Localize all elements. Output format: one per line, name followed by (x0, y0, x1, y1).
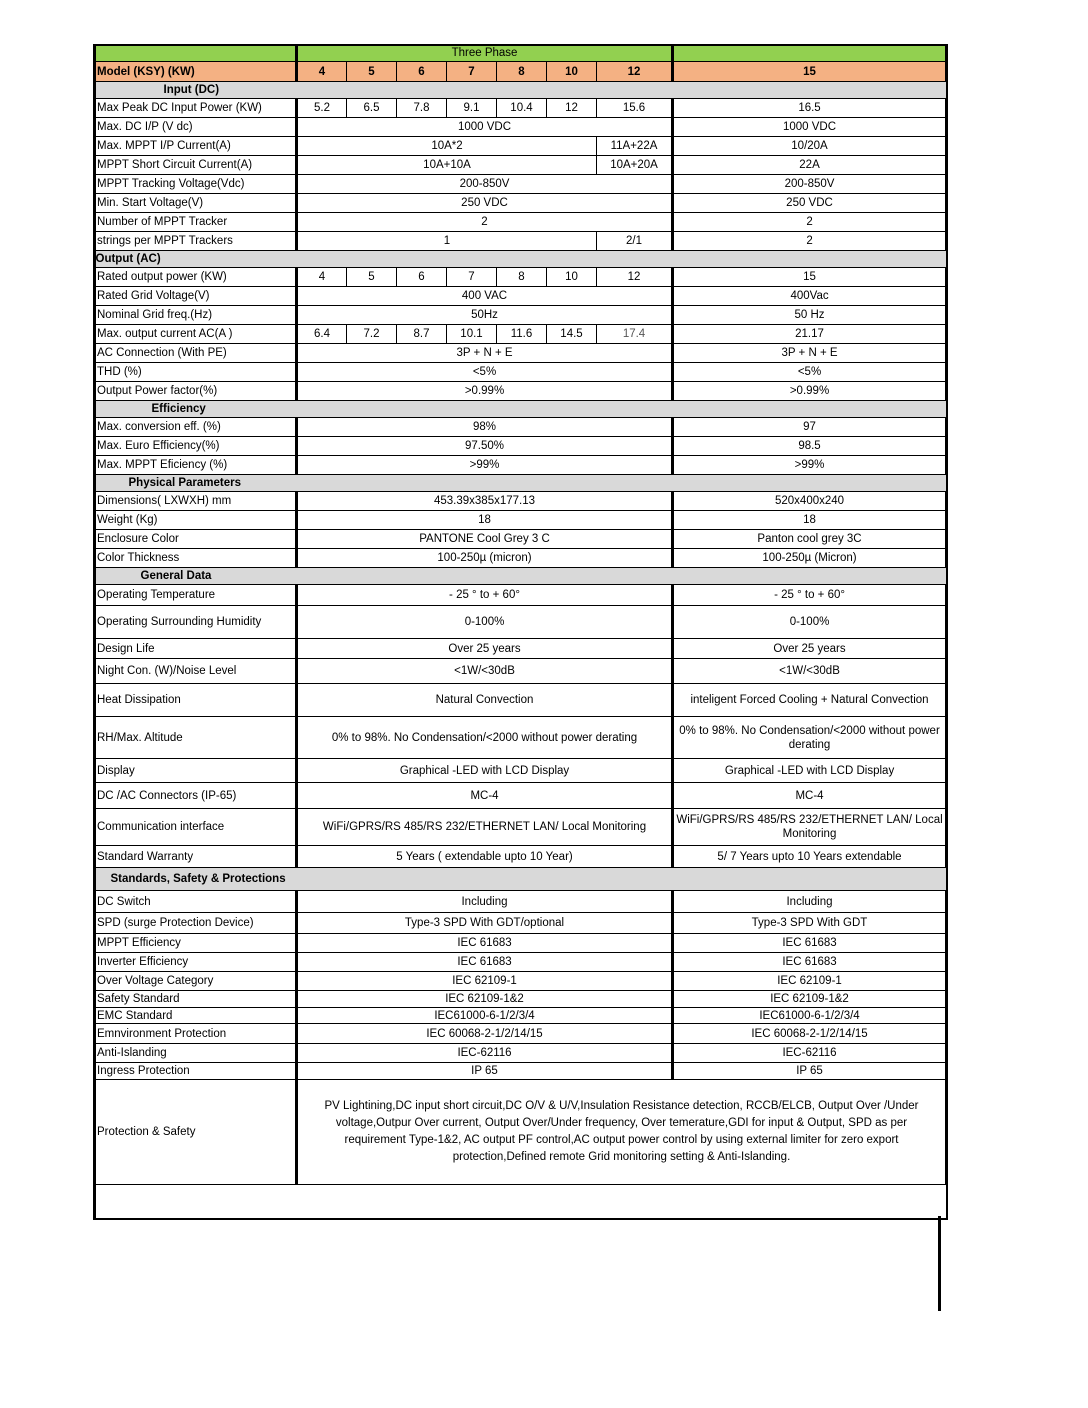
section-title: Efficiency (94, 401, 946, 418)
value-cell: >99% (297, 456, 673, 475)
row-label: Min. Start Voltage(V) (94, 194, 297, 213)
value-cell: 5 (347, 268, 397, 287)
model-cell: 6 (397, 62, 447, 82)
value-cell: Over 25 years (673, 639, 946, 659)
value-cell: 12 (547, 99, 597, 118)
table-row (94, 684, 946, 717)
row-label: EMC Standard (94, 1008, 297, 1024)
value-cell: 3P + N + E (673, 344, 946, 363)
section-output-ac (94, 251, 946, 268)
value-cell: 17.4 (597, 325, 673, 344)
table-row (94, 759, 946, 783)
value-cell: 16.5 (673, 99, 946, 118)
value-cell: 11.6 (497, 325, 547, 344)
section-title: Physical Parameters (94, 475, 946, 492)
section-general (94, 568, 946, 585)
table-row (94, 511, 946, 530)
table-row (94, 306, 946, 325)
row-label: DC /AC Connectors (IP-65) (94, 783, 297, 809)
value-cell: MC-4 (297, 783, 673, 809)
value-cell: 5/ 7 Years upto 10 Years extendable (673, 846, 946, 868)
value-cell: 11A+22A (597, 137, 673, 156)
table-row (94, 287, 946, 306)
table-row (94, 175, 946, 194)
section-efficiency (94, 401, 946, 418)
value-cell: 520x400x240 (673, 492, 946, 511)
value-cell: PANTONE Cool Grey 3 C (297, 530, 673, 549)
table-row (94, 1063, 946, 1080)
value-cell: 12 (597, 268, 673, 287)
value-cell: IEC 61683 (297, 934, 673, 953)
section-input-dc (94, 82, 946, 99)
row-label: MPPT Tracking Voltage(Vdc) (94, 175, 297, 194)
border-line (938, 1216, 941, 1311)
row-label: Communication interface (94, 809, 297, 846)
row-label: Max. MPPT I/P Current(A) (94, 137, 297, 156)
value-cell: 15.6 (597, 99, 673, 118)
section-title: Standards, Safety & Protections (94, 868, 946, 891)
value-cell: 18 (673, 511, 946, 530)
value-cell: Panton cool grey 3C (673, 530, 946, 549)
table-row (94, 232, 946, 251)
row-label: Safety Standard (94, 991, 297, 1008)
value-cell: IEC 60068-2-1/2/14/15 (297, 1024, 673, 1044)
value-cell: 5.2 (297, 99, 347, 118)
model-label: Model (KSY) (KW) (94, 62, 297, 82)
value-cell: 7 (447, 268, 497, 287)
value-cell: 10 (547, 268, 597, 287)
value-cell: 10.4 (497, 99, 547, 118)
table-row (94, 953, 946, 972)
value-cell: 7.8 (397, 99, 447, 118)
table-row (94, 717, 946, 759)
model-cell: 5 (347, 62, 397, 82)
model-cell: 4 (297, 62, 347, 82)
table-row (94, 1080, 946, 1185)
model-cell: 7 (447, 62, 497, 82)
value-cell: 15 (673, 268, 946, 287)
value-cell: 3P + N + E (297, 344, 673, 363)
value-cell: 8.7 (397, 325, 447, 344)
table-row (94, 639, 946, 659)
table-row (94, 934, 946, 953)
row-label: Max. output current AC(A ) (94, 325, 297, 344)
row-label: Ingress Protection (94, 1063, 297, 1080)
value-cell: 0-100% (673, 606, 946, 639)
value-cell: 6.5 (347, 99, 397, 118)
table-row (94, 344, 946, 363)
value-cell: Type-3 SPD With GDT (673, 913, 946, 934)
value-cell: 200-850V (297, 175, 673, 194)
value-cell: 10.1 (447, 325, 497, 344)
table-row (94, 194, 946, 213)
table-row (94, 492, 946, 511)
value-cell: IEC 62109-1&2 (673, 991, 946, 1008)
value-cell: 400 VAC (297, 287, 673, 306)
row-label: Night Con. (W)/Noise Level (94, 659, 297, 684)
value-cell: 0% to 98%. No Condensation/<2000 without power derating (673, 717, 946, 759)
value-cell: - 25 ° to + 60° (673, 585, 946, 606)
row-label: DC Switch (94, 891, 297, 913)
value-cell: 10/20A (673, 137, 946, 156)
value-cell: 9.1 (447, 99, 497, 118)
section-title: General Data (94, 568, 946, 585)
row-label: Max. conversion eff. (%) (94, 418, 297, 437)
table-row (94, 809, 946, 846)
table-row (94, 891, 946, 913)
value-cell: MC-4 (673, 783, 946, 809)
value-cell: 7.2 (347, 325, 397, 344)
value-cell: 21.17 (673, 325, 946, 344)
row-label: Max. MPPT Eficiency (%) (94, 456, 297, 475)
row-label: Over Voltage Category (94, 972, 297, 991)
table-row (94, 363, 946, 382)
value-cell: <1W/<30dB (297, 659, 673, 684)
table-row (94, 418, 946, 437)
value-cell: IEC-62116 (673, 1044, 946, 1063)
row-label: Rated output power (KW) (94, 268, 297, 287)
value-cell: 98% (297, 418, 673, 437)
value-cell: 453.39x385x177.13 (297, 492, 673, 511)
table-row (94, 783, 946, 809)
section-physical (94, 475, 946, 492)
value-cell: Including (673, 891, 946, 913)
value-cell: 2 (297, 213, 673, 232)
value-cell: 22A (673, 156, 946, 175)
value-cell: 97 (673, 418, 946, 437)
value-cell: Natural Convection (297, 684, 673, 717)
table-row (94, 659, 946, 684)
value-cell: WiFi/GPRS/RS 485/RS 232/ETHERNET LAN/ Local Monitoring (297, 809, 673, 846)
value-cell: 1000 VDC (673, 118, 946, 137)
value-cell: Graphical -LED with LCD Display (297, 759, 673, 783)
value-cell: 1 (297, 232, 597, 251)
value-cell: 250 VDC (673, 194, 946, 213)
spec-table (93, 44, 946, 1185)
value-cell: 50 Hz (673, 306, 946, 325)
value-cell: 100-250µ (micron) (297, 549, 673, 568)
value-cell: <1W/<30dB (673, 659, 946, 684)
row-label: RH/Max. Altitude (94, 717, 297, 759)
model-cell: 12 (597, 62, 673, 82)
value-cell: 50Hz (297, 306, 673, 325)
table-row (94, 1044, 946, 1063)
value-cell: 100-250µ (Micron) (673, 549, 946, 568)
value-cell: 0-100% (297, 606, 673, 639)
model-cell: 8 (497, 62, 547, 82)
row-label: Dimensions( LXWXH) mm (94, 492, 297, 511)
table-row (94, 137, 946, 156)
row-label: strings per MPPT Trackers (94, 232, 297, 251)
value-cell: 98.5 (673, 437, 946, 456)
value-cell: 250 VDC (297, 194, 673, 213)
row-label: Max. Euro Efficiency(%) (94, 437, 297, 456)
value-cell: 0% to 98%. No Condensation/<2000 without power derating (297, 717, 673, 759)
table-row (94, 530, 946, 549)
value-cell: IEC 61683 (297, 953, 673, 972)
value-cell: IEC 62109-1&2 (297, 991, 673, 1008)
row-label: Number of MPPT Tracker (94, 213, 297, 232)
value-cell: 97.50% (297, 437, 673, 456)
table-row (94, 549, 946, 568)
value-cell: 2/1 (597, 232, 673, 251)
row-label: Emnvironment Protection (94, 1024, 297, 1044)
row-label: Rated Grid Voltage(V) (94, 287, 297, 306)
row-label: Inverter Efficiency (94, 953, 297, 972)
table-row (94, 846, 946, 868)
table-row (94, 268, 946, 287)
value-cell: 4 (297, 268, 347, 287)
value-cell: 14.5 (547, 325, 597, 344)
row-label: Standard Warranty (94, 846, 297, 868)
table-row (94, 99, 946, 118)
row-label: Anti-Islanding (94, 1044, 297, 1063)
row-label: THD (%) (94, 363, 297, 382)
row-label: Nominal Grid freq.(Hz) (94, 306, 297, 325)
table-row (94, 585, 946, 606)
value-cell: 2 (673, 232, 946, 251)
value-cell: <5% (297, 363, 673, 382)
value-cell: IEC 60068-2-1/2/14/15 (673, 1024, 946, 1044)
value-cell: IEC61000-6-1/2/3/4 (297, 1008, 673, 1024)
row-label: Color Thickness (94, 549, 297, 568)
value-cell: >0.99% (673, 382, 946, 401)
value-cell: 400Vac (673, 287, 946, 306)
value-cell: 5 Years ( extendable upto 10 Year) (297, 846, 673, 868)
table-row (94, 118, 946, 137)
value-cell: IP 65 (297, 1063, 673, 1080)
value-cell: - 25 ° to + 60° (297, 585, 673, 606)
row-label: Weight (Kg) (94, 511, 297, 530)
value-cell: 10A+20A (597, 156, 673, 175)
table-row (94, 325, 946, 344)
row-label: Heat Dissipation (94, 684, 297, 717)
value-cell: 18 (297, 511, 673, 530)
table-row (94, 972, 946, 991)
value-cell: 10A+10A (297, 156, 597, 175)
value-cell: >0.99% (297, 382, 673, 401)
table-row (94, 382, 946, 401)
model-cell: 15 (673, 62, 946, 82)
value-cell: 2 (673, 213, 946, 232)
value-cell: IP 65 (673, 1063, 946, 1080)
value-cell: 6.4 (297, 325, 347, 344)
table-row (94, 606, 946, 639)
value-cell: 200-850V (673, 175, 946, 194)
table-row (94, 437, 946, 456)
table-row (94, 991, 946, 1008)
row-label: Operating Surrounding Humidity (94, 606, 297, 639)
value-cell: inteligent Forced Cooling + Natural Convection (673, 684, 946, 717)
table-row (94, 913, 946, 934)
value-cell: Including (297, 891, 673, 913)
section-standards (94, 868, 946, 891)
row-label: Enclosure Color (94, 530, 297, 549)
table-row (94, 156, 946, 175)
value-cell: Type-3 SPD With GDT/optional (297, 913, 673, 934)
table-row (94, 1008, 946, 1024)
row-label: MPPT Short Circuit Current(A) (94, 156, 297, 175)
value-cell: Graphical -LED with LCD Display (673, 759, 946, 783)
row-label: AC Connection (With PE) (94, 344, 297, 363)
value-cell: 1000 VDC (297, 118, 673, 137)
phase-header: Three Phase (297, 45, 673, 62)
protection-text: PV Lightining,DC input short circuit,DC O/V & U/V,Insulation Resistance detection, RCCB/ELCB, Output Over /Under voltage,Outpur Over current, Output Over/Under frequency, Over temerature,GDI for input & Output, SPD as per requirement Type-1&2, AC output PF control,AC output power control by using external limiter for zero export protection,Defined remote Grid monitoring setting & Anti-Islanding. (297, 1080, 946, 1185)
row-label: SPD (surge Protection Device) (94, 913, 297, 934)
value-cell: IEC61000-6-1/2/3/4 (673, 1008, 946, 1024)
section-title: Output (AC) (94, 251, 946, 268)
value-cell: >99% (673, 456, 946, 475)
value-cell: 10A*2 (297, 137, 597, 156)
value-cell: <5% (673, 363, 946, 382)
value-cell: Over 25 years (297, 639, 673, 659)
table-row (94, 456, 946, 475)
value-cell: 8 (497, 268, 547, 287)
value-cell: IEC 62109-1 (297, 972, 673, 991)
phase-row (94, 45, 946, 62)
table-row (94, 213, 946, 232)
value-cell: IEC 61683 (673, 953, 946, 972)
row-label: Protection & Safety (94, 1080, 297, 1185)
row-label: Display (94, 759, 297, 783)
row-label: MPPT Efficiency (94, 934, 297, 953)
row-label: Max Peak DC Input Power (KW) (94, 99, 297, 118)
model-cell: 10 (547, 62, 597, 82)
row-label: Output Power factor(%) (94, 382, 297, 401)
value-cell: IEC 62109-1 (673, 972, 946, 991)
value-cell: IEC 61683 (673, 934, 946, 953)
value-cell: IEC-62116 (297, 1044, 673, 1063)
section-title: Input (DC) (94, 82, 946, 99)
value-cell: 6 (397, 268, 447, 287)
row-label: Max. DC I/P (V dc) (94, 118, 297, 137)
model-row (94, 62, 946, 82)
value-cell: WiFi/GPRS/RS 485/RS 232/ETHERNET LAN/ Local Monitoring (673, 809, 946, 846)
row-label: Operating Temperature (94, 585, 297, 606)
row-label: Design Life (94, 639, 297, 659)
table-row (94, 1024, 946, 1044)
